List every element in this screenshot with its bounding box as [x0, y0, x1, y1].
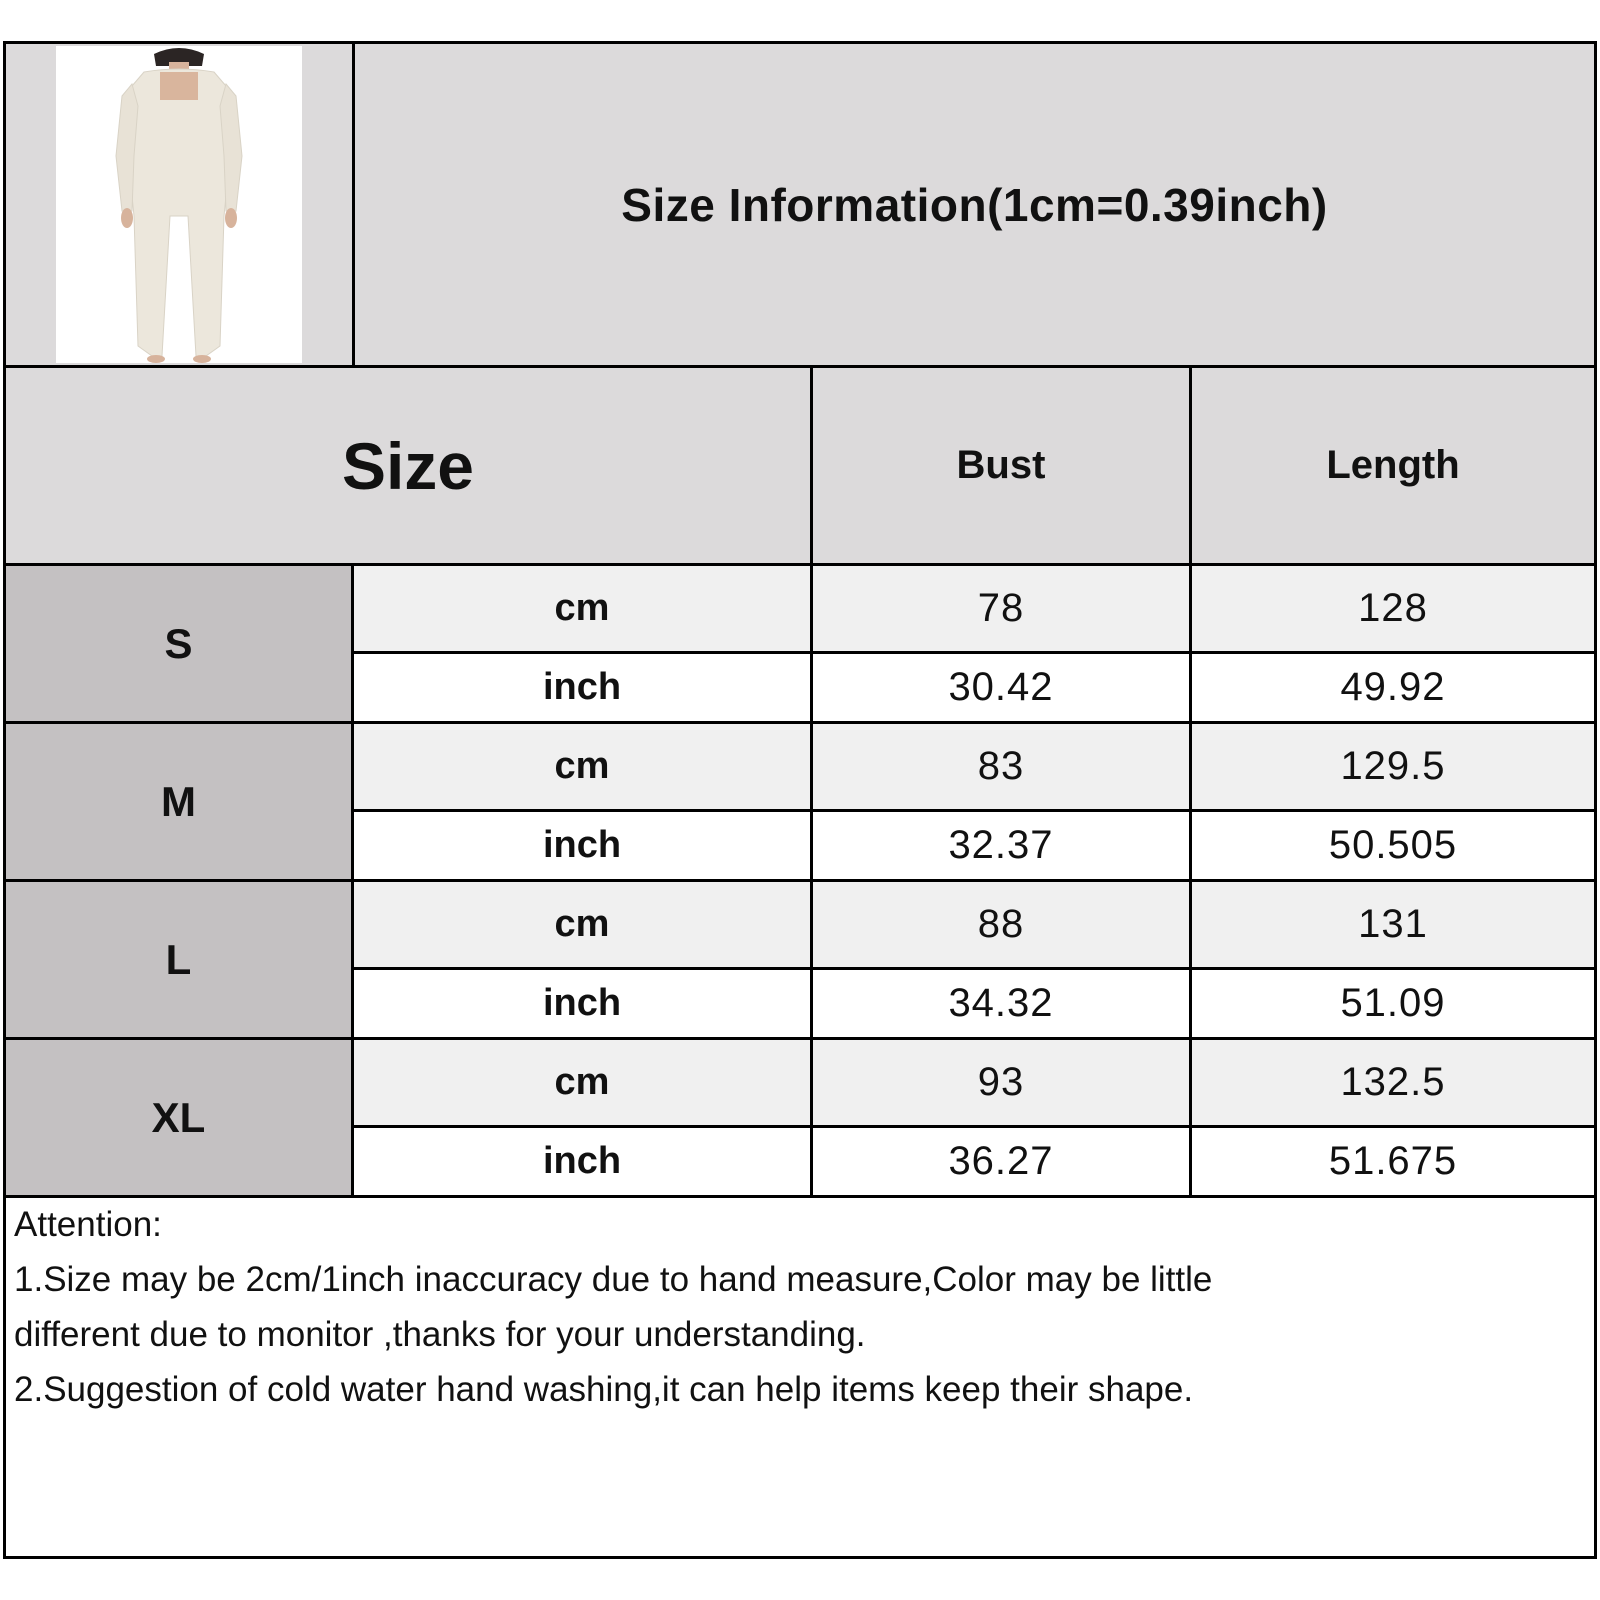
left-hand	[121, 208, 133, 228]
unit-inch: inch	[354, 812, 810, 879]
jumpsuit-model-photo-icon	[56, 46, 302, 363]
unit-cm: cm	[354, 1040, 810, 1125]
unit-cm: cm	[354, 882, 810, 967]
bust-inch: 30.42	[813, 654, 1189, 721]
bust-cm: 88	[813, 882, 1189, 967]
unit-inch: inch	[354, 654, 810, 721]
column-length: Length	[1192, 368, 1594, 563]
length-inch: 50.505	[1192, 812, 1594, 879]
right-foot	[193, 355, 211, 363]
size-label-l: L	[6, 882, 351, 1037]
size-label-s: S	[6, 566, 351, 721]
length-cm: 128	[1192, 566, 1594, 651]
neckline	[160, 72, 198, 100]
right-hand	[225, 208, 237, 228]
length-inch: 49.92	[1192, 654, 1594, 721]
bust-cm: 93	[813, 1040, 1189, 1125]
unit-cm: cm	[354, 566, 810, 651]
bust-cm: 78	[813, 566, 1189, 651]
unit-cm: cm	[354, 724, 810, 809]
bust-inch: 34.32	[813, 970, 1189, 1037]
bust-inch: 36.27	[813, 1128, 1189, 1195]
photo-frame	[56, 46, 302, 363]
note-line-2: different due to monitor ,thanks for your understanding.	[14, 1315, 866, 1354]
product-photo-cell	[6, 44, 352, 365]
unit-inch: inch	[354, 1128, 810, 1195]
chart-title: Size Information(1cm=0.39inch)	[355, 44, 1594, 365]
size-heading: Size	[6, 368, 810, 563]
jumpsuit-body	[128, 69, 230, 356]
length-inch: 51.675	[1192, 1128, 1594, 1195]
size-label-m: M	[6, 724, 351, 879]
size-label-xl: XL	[6, 1040, 351, 1195]
length-cm: 131	[1192, 882, 1594, 967]
length-inch: 51.09	[1192, 970, 1594, 1037]
length-cm: 129.5	[1192, 724, 1594, 809]
note-line-1: 1.Size may be 2cm/1inch inaccuracy due to hand measure,Color may be little	[14, 1260, 1213, 1299]
left-foot	[147, 355, 165, 363]
length-cm: 132.5	[1192, 1040, 1594, 1125]
attention-notes	[14, 1197, 1574, 1417]
unit-inch: inch	[354, 970, 810, 1037]
column-bust: Bust	[813, 368, 1189, 563]
bust-inch: 32.37	[813, 812, 1189, 879]
bust-cm: 83	[813, 724, 1189, 809]
attention-heading: Attention:	[14, 1205, 162, 1244]
size-chart	[3, 41, 1597, 1559]
note-line-3: 2.Suggestion of cold water hand washing,it can help items keep their shape.	[14, 1370, 1194, 1409]
